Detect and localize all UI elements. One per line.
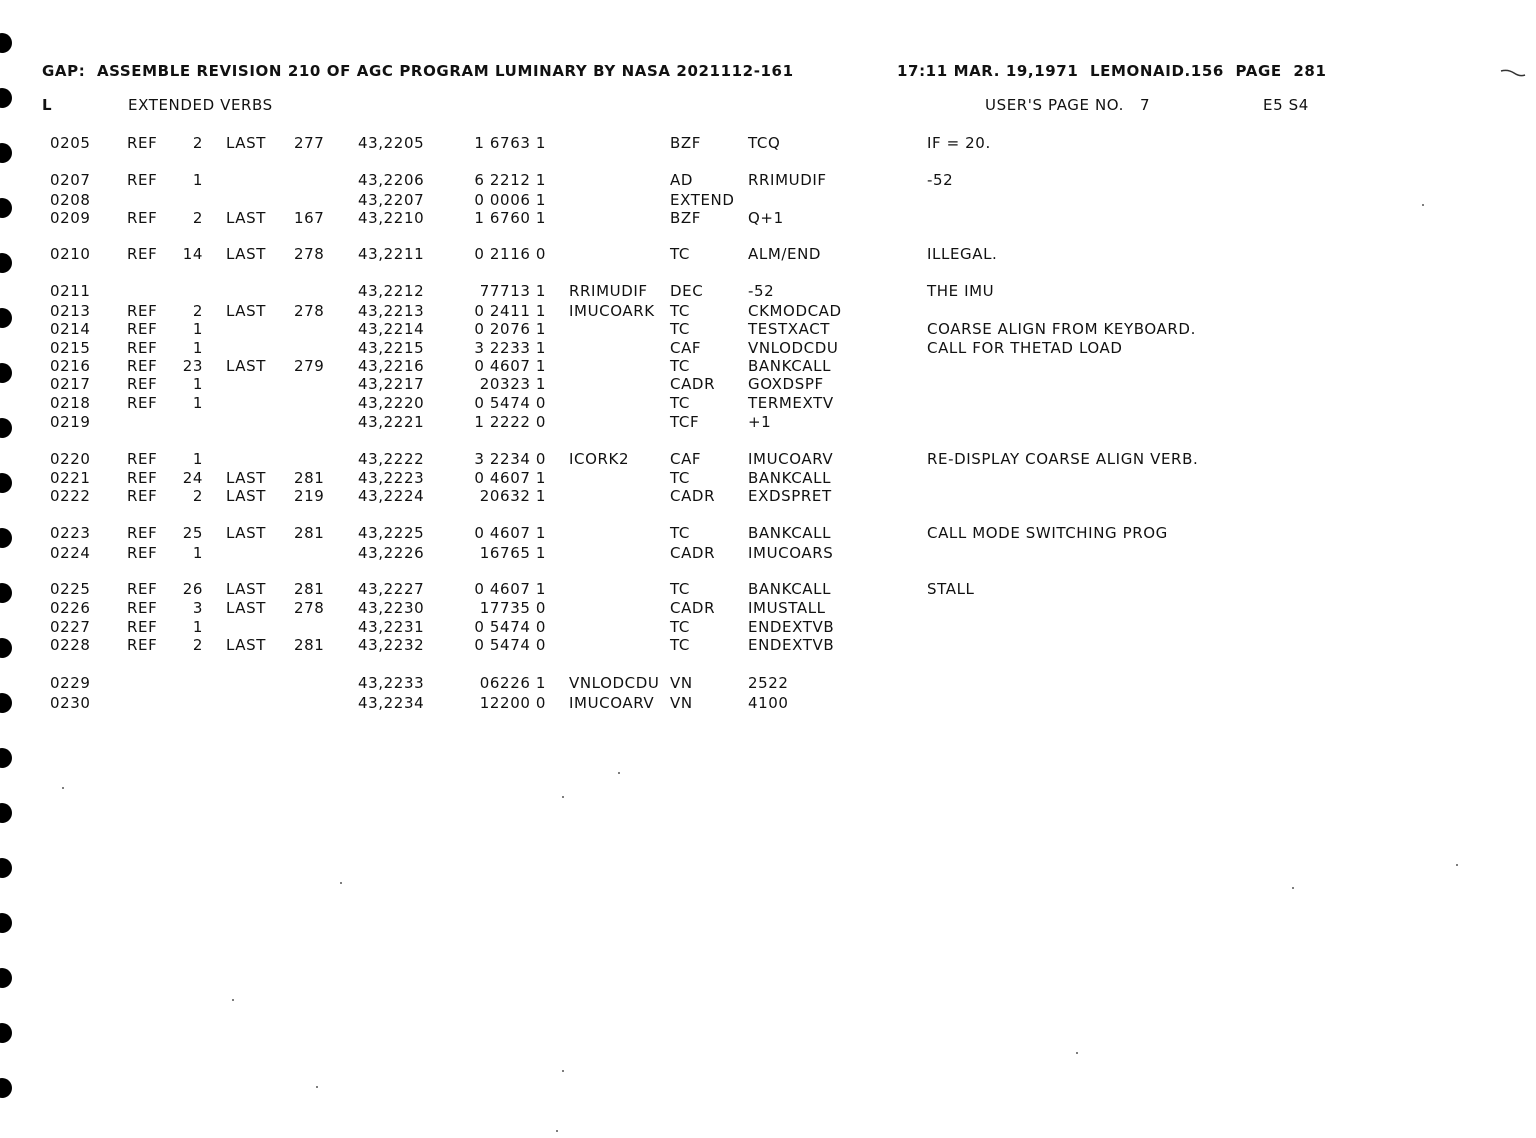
operand: ALM/END <box>748 245 822 263</box>
comment: IF = 20. <box>927 134 991 152</box>
last-page: 277 <box>294 134 325 152</box>
ref-count: 3 <box>192 599 203 617</box>
address: 43,2215 <box>358 339 425 357</box>
operand: -52 <box>748 282 775 300</box>
last-keyword: LAST <box>226 469 267 487</box>
octal-word: 20632 1 <box>479 487 546 505</box>
ref-keyword: REF <box>127 524 158 542</box>
last-page: 281 <box>294 580 325 598</box>
punch-hole <box>0 88 12 108</box>
ref-keyword: REF <box>127 580 158 598</box>
punch-hole <box>0 418 12 438</box>
paper-speck <box>556 1130 558 1132</box>
address: 43,2221 <box>358 413 425 431</box>
address: 43,2212 <box>358 282 425 300</box>
octal-word: 0 2116 0 <box>474 245 546 263</box>
ref-count: 2 <box>192 302 203 320</box>
last-page: 278 <box>294 599 325 617</box>
opcode: TC <box>670 320 690 338</box>
opcode: CADR <box>670 544 716 562</box>
comment: STALL <box>927 580 975 598</box>
ref-keyword: REF <box>127 394 158 412</box>
punch-hole <box>0 1023 12 1043</box>
opcode: CAF <box>670 450 702 468</box>
octal-word: 0 5474 0 <box>474 618 546 636</box>
seq-no: 0209 <box>50 209 91 227</box>
ref-count: 23 <box>182 357 203 375</box>
seq-no: 0228 <box>50 636 91 654</box>
seq-no: 0207 <box>50 171 91 189</box>
operand: RRIMUDIF <box>748 171 827 189</box>
octal-word: 0 4607 1 <box>474 469 546 487</box>
octal-word: 1 6760 1 <box>474 209 546 227</box>
seq-no: 0225 <box>50 580 91 598</box>
address: 43,2231 <box>358 618 425 636</box>
last-page: 219 <box>294 487 325 505</box>
address: 43,2206 <box>358 171 425 189</box>
seq-no: 0215 <box>50 339 91 357</box>
ref-keyword: REF <box>127 134 158 152</box>
opcode: TC <box>670 636 690 654</box>
seq-no: 0229 <box>50 674 91 692</box>
octal-word: 06226 1 <box>479 674 546 692</box>
punch-hole <box>0 913 12 933</box>
opcode: CADR <box>670 487 716 505</box>
octal-word: 0 5474 0 <box>474 394 546 412</box>
operand: IMUCOARV <box>748 450 834 468</box>
last-page: 281 <box>294 469 325 487</box>
paper-speck <box>562 796 564 798</box>
opcode: TC <box>670 394 690 412</box>
octal-word: 1 2222 0 <box>474 413 546 431</box>
punch-hole <box>0 693 12 713</box>
comment: RE-DISPLAY COARSE ALIGN VERB. <box>927 450 1199 468</box>
section-title: EXTENDED VERBS <box>128 96 273 114</box>
punch-hole <box>0 638 12 658</box>
seq-no: 0214 <box>50 320 91 338</box>
ref-count: 26 <box>182 580 203 598</box>
ref-count: 1 <box>192 394 203 412</box>
ref-keyword: REF <box>127 357 158 375</box>
symbol-label: IMUCOARV <box>569 694 655 712</box>
symbol-label: VNLODCDU <box>569 674 660 692</box>
last-page: 281 <box>294 636 325 654</box>
ref-keyword: REF <box>127 487 158 505</box>
comment: CALL FOR THETAD LOAD <box>927 339 1123 357</box>
ref-keyword: REF <box>127 209 158 227</box>
operand: 2522 <box>748 674 789 692</box>
ref-count: 1 <box>192 618 203 636</box>
punch-hole <box>0 363 12 383</box>
operand: Q+1 <box>748 209 784 227</box>
operand: ENDEXTVB <box>748 636 835 654</box>
address: 43,2222 <box>358 450 425 468</box>
last-page: 279 <box>294 357 325 375</box>
opcode: CADR <box>670 599 716 617</box>
seq-no: 0223 <box>50 524 91 542</box>
seq-no: 0220 <box>50 450 91 468</box>
header-title: GAP: ASSEMBLE REVISION 210 OF AGC PROGRAM LUMINARY BY NASA 2021112-161 <box>42 62 794 80</box>
punch-hole <box>0 583 12 603</box>
address: 43,2233 <box>358 674 425 692</box>
page-code: E5 S4 <box>1263 96 1309 114</box>
octal-word: 20323 1 <box>479 375 546 393</box>
last-page: 167 <box>294 209 325 227</box>
opcode: TC <box>670 580 690 598</box>
header-l: L <box>42 96 53 114</box>
octal-word: 16765 1 <box>479 544 546 562</box>
ref-count: 24 <box>182 469 203 487</box>
operand: CKMODCAD <box>748 302 842 320</box>
paper-speck <box>316 1086 318 1088</box>
address: 43,2207 <box>358 191 425 209</box>
octal-word: 1 6763 1 <box>474 134 546 152</box>
seq-no: 0219 <box>50 413 91 431</box>
operand: GOXDSPF <box>748 375 824 393</box>
punch-hole <box>0 858 12 878</box>
octal-word: 3 2233 1 <box>474 339 546 357</box>
opcode: TC <box>670 618 690 636</box>
last-page: 278 <box>294 245 325 263</box>
seq-no: 0210 <box>50 245 91 263</box>
ref-count: 1 <box>192 375 203 393</box>
address: 43,2224 <box>358 487 425 505</box>
octal-word: 0 4607 1 <box>474 357 546 375</box>
operand: EXDSPRET <box>748 487 832 505</box>
last-page: 281 <box>294 524 325 542</box>
paper-speck <box>1076 1052 1078 1054</box>
ref-count: 2 <box>192 134 203 152</box>
operand: 4100 <box>748 694 789 712</box>
seq-no: 0213 <box>50 302 91 320</box>
opcode: CAF <box>670 339 702 357</box>
users-page-no: USER'S PAGE NO. 7 <box>985 96 1151 114</box>
octal-word: 0 0006 1 <box>474 191 546 209</box>
punch-hole <box>0 33 12 53</box>
seq-no: 0217 <box>50 375 91 393</box>
last-keyword: LAST <box>226 209 267 227</box>
address: 43,2234 <box>358 694 425 712</box>
comment: ILLEGAL. <box>927 245 998 263</box>
ref-keyword: REF <box>127 636 158 654</box>
opcode: TC <box>670 469 690 487</box>
ref-keyword: REF <box>127 375 158 393</box>
opcode: EXTEND <box>670 191 735 209</box>
address: 43,2230 <box>358 599 425 617</box>
symbol-label: IMUCOARK <box>569 302 655 320</box>
octal-word: 77713 1 <box>479 282 546 300</box>
last-keyword: LAST <box>226 524 267 542</box>
operand: TCQ <box>748 134 781 152</box>
address: 43,2223 <box>358 469 425 487</box>
octal-word: 3 2234 0 <box>474 450 546 468</box>
ref-keyword: REF <box>127 469 158 487</box>
punch-hole <box>0 528 12 548</box>
address: 43,2217 <box>358 375 425 393</box>
seq-no: 0205 <box>50 134 91 152</box>
operand: ENDEXTVB <box>748 618 835 636</box>
ref-count: 2 <box>192 487 203 505</box>
last-keyword: LAST <box>226 487 267 505</box>
ref-count: 25 <box>182 524 203 542</box>
seq-no: 0208 <box>50 191 91 209</box>
address: 43,2232 <box>358 636 425 654</box>
ref-count: 14 <box>182 245 203 263</box>
operand: IMUCOARS <box>748 544 834 562</box>
punch-hole <box>0 748 12 768</box>
seq-no: 0226 <box>50 599 91 617</box>
punch-hole <box>0 473 12 493</box>
seq-no: 0230 <box>50 694 91 712</box>
opcode: TC <box>670 245 690 263</box>
symbol-label: ICORK2 <box>569 450 630 468</box>
seq-no: 0218 <box>50 394 91 412</box>
punch-holes <box>0 0 20 1138</box>
ref-keyword: REF <box>127 302 158 320</box>
opcode: BZF <box>670 134 701 152</box>
octal-word: 0 2076 1 <box>474 320 546 338</box>
paper-speck <box>1292 887 1294 889</box>
octal-word: 12200 0 <box>479 694 546 712</box>
paper-speck <box>1456 864 1458 866</box>
seq-no: 0224 <box>50 544 91 562</box>
punch-hole <box>0 1078 12 1098</box>
opcode: TC <box>670 357 690 375</box>
punch-hole <box>0 968 12 988</box>
ref-keyword: REF <box>127 599 158 617</box>
paper-speck <box>340 882 342 884</box>
operand: IMUSTALL <box>748 599 826 617</box>
operand: +1 <box>748 413 772 431</box>
comment: CALL MODE SWITCHING PROG <box>927 524 1168 542</box>
comment: -52 <box>927 171 954 189</box>
operand: BANKCALL <box>748 357 832 375</box>
opcode: VN <box>670 674 693 692</box>
ref-count: 2 <box>192 636 203 654</box>
paper-speck <box>232 999 234 1001</box>
punch-hole <box>0 803 12 823</box>
last-keyword: LAST <box>226 357 267 375</box>
seq-no: 0227 <box>50 618 91 636</box>
address: 43,2220 <box>358 394 425 412</box>
address: 43,2216 <box>358 357 425 375</box>
address: 43,2226 <box>358 544 425 562</box>
opcode: AD <box>670 171 694 189</box>
opcode: VN <box>670 694 693 712</box>
punch-hole <box>0 308 12 328</box>
paper-speck <box>618 772 620 774</box>
opcode: TC <box>670 302 690 320</box>
address: 43,2225 <box>358 524 425 542</box>
octal-word: 0 2411 1 <box>474 302 546 320</box>
operand: TESTXACT <box>748 320 831 338</box>
punch-hole <box>0 198 12 218</box>
address: 43,2214 <box>358 320 425 338</box>
paper-speck <box>1422 204 1424 206</box>
ref-count: 1 <box>192 339 203 357</box>
address: 43,2213 <box>358 302 425 320</box>
ref-count: 1 <box>192 450 203 468</box>
ref-count: 1 <box>192 544 203 562</box>
header-date-page: 17:11 MAR. 19,1971 LEMONAID.156 PAGE 281 <box>897 62 1327 80</box>
opcode: TCF <box>670 413 700 431</box>
last-keyword: LAST <box>226 302 267 320</box>
comment: THE IMU <box>927 282 995 300</box>
seq-no: 0222 <box>50 487 91 505</box>
opcode: CADR <box>670 375 716 393</box>
last-keyword: LAST <box>226 636 267 654</box>
paper-speck <box>62 787 64 789</box>
octal-word: 6 2212 1 <box>474 171 546 189</box>
ref-count: 2 <box>192 209 203 227</box>
address: 43,2210 <box>358 209 425 227</box>
opcode: BZF <box>670 209 701 227</box>
comment: COARSE ALIGN FROM KEYBOARD. <box>927 320 1196 338</box>
ref-keyword: REF <box>127 339 158 357</box>
seq-no: 0216 <box>50 357 91 375</box>
address: 43,2227 <box>358 580 425 598</box>
octal-word: 0 5474 0 <box>474 636 546 654</box>
last-keyword: LAST <box>226 580 267 598</box>
last-page: 278 <box>294 302 325 320</box>
paper-speck <box>562 1070 564 1072</box>
seq-no: 0221 <box>50 469 91 487</box>
operand: BANKCALL <box>748 524 832 542</box>
ref-keyword: REF <box>127 171 158 189</box>
seq-no: 0211 <box>50 282 91 300</box>
octal-word: 0 4607 1 <box>474 580 546 598</box>
operand: VNLODCDU <box>748 339 839 357</box>
address: 43,2211 <box>358 245 425 263</box>
ref-count: 1 <box>192 171 203 189</box>
ref-keyword: REF <box>127 320 158 338</box>
last-keyword: LAST <box>226 134 267 152</box>
pen-mark <box>1500 64 1526 76</box>
operand: BANKCALL <box>748 469 832 487</box>
operand: TERMEXTV <box>748 394 834 412</box>
ref-keyword: REF <box>127 544 158 562</box>
opcode: DEC <box>670 282 704 300</box>
symbol-label: RRIMUDIF <box>569 282 648 300</box>
ref-count: 1 <box>192 320 203 338</box>
opcode: TC <box>670 524 690 542</box>
ref-keyword: REF <box>127 450 158 468</box>
last-keyword: LAST <box>226 599 267 617</box>
octal-word: 0 4607 1 <box>474 524 546 542</box>
punch-hole <box>0 143 12 163</box>
last-keyword: LAST <box>226 245 267 263</box>
ref-keyword: REF <box>127 245 158 263</box>
operand: BANKCALL <box>748 580 832 598</box>
ref-keyword: REF <box>127 618 158 636</box>
punch-hole <box>0 253 12 273</box>
address: 43,2205 <box>358 134 425 152</box>
octal-word: 17735 0 <box>479 599 546 617</box>
